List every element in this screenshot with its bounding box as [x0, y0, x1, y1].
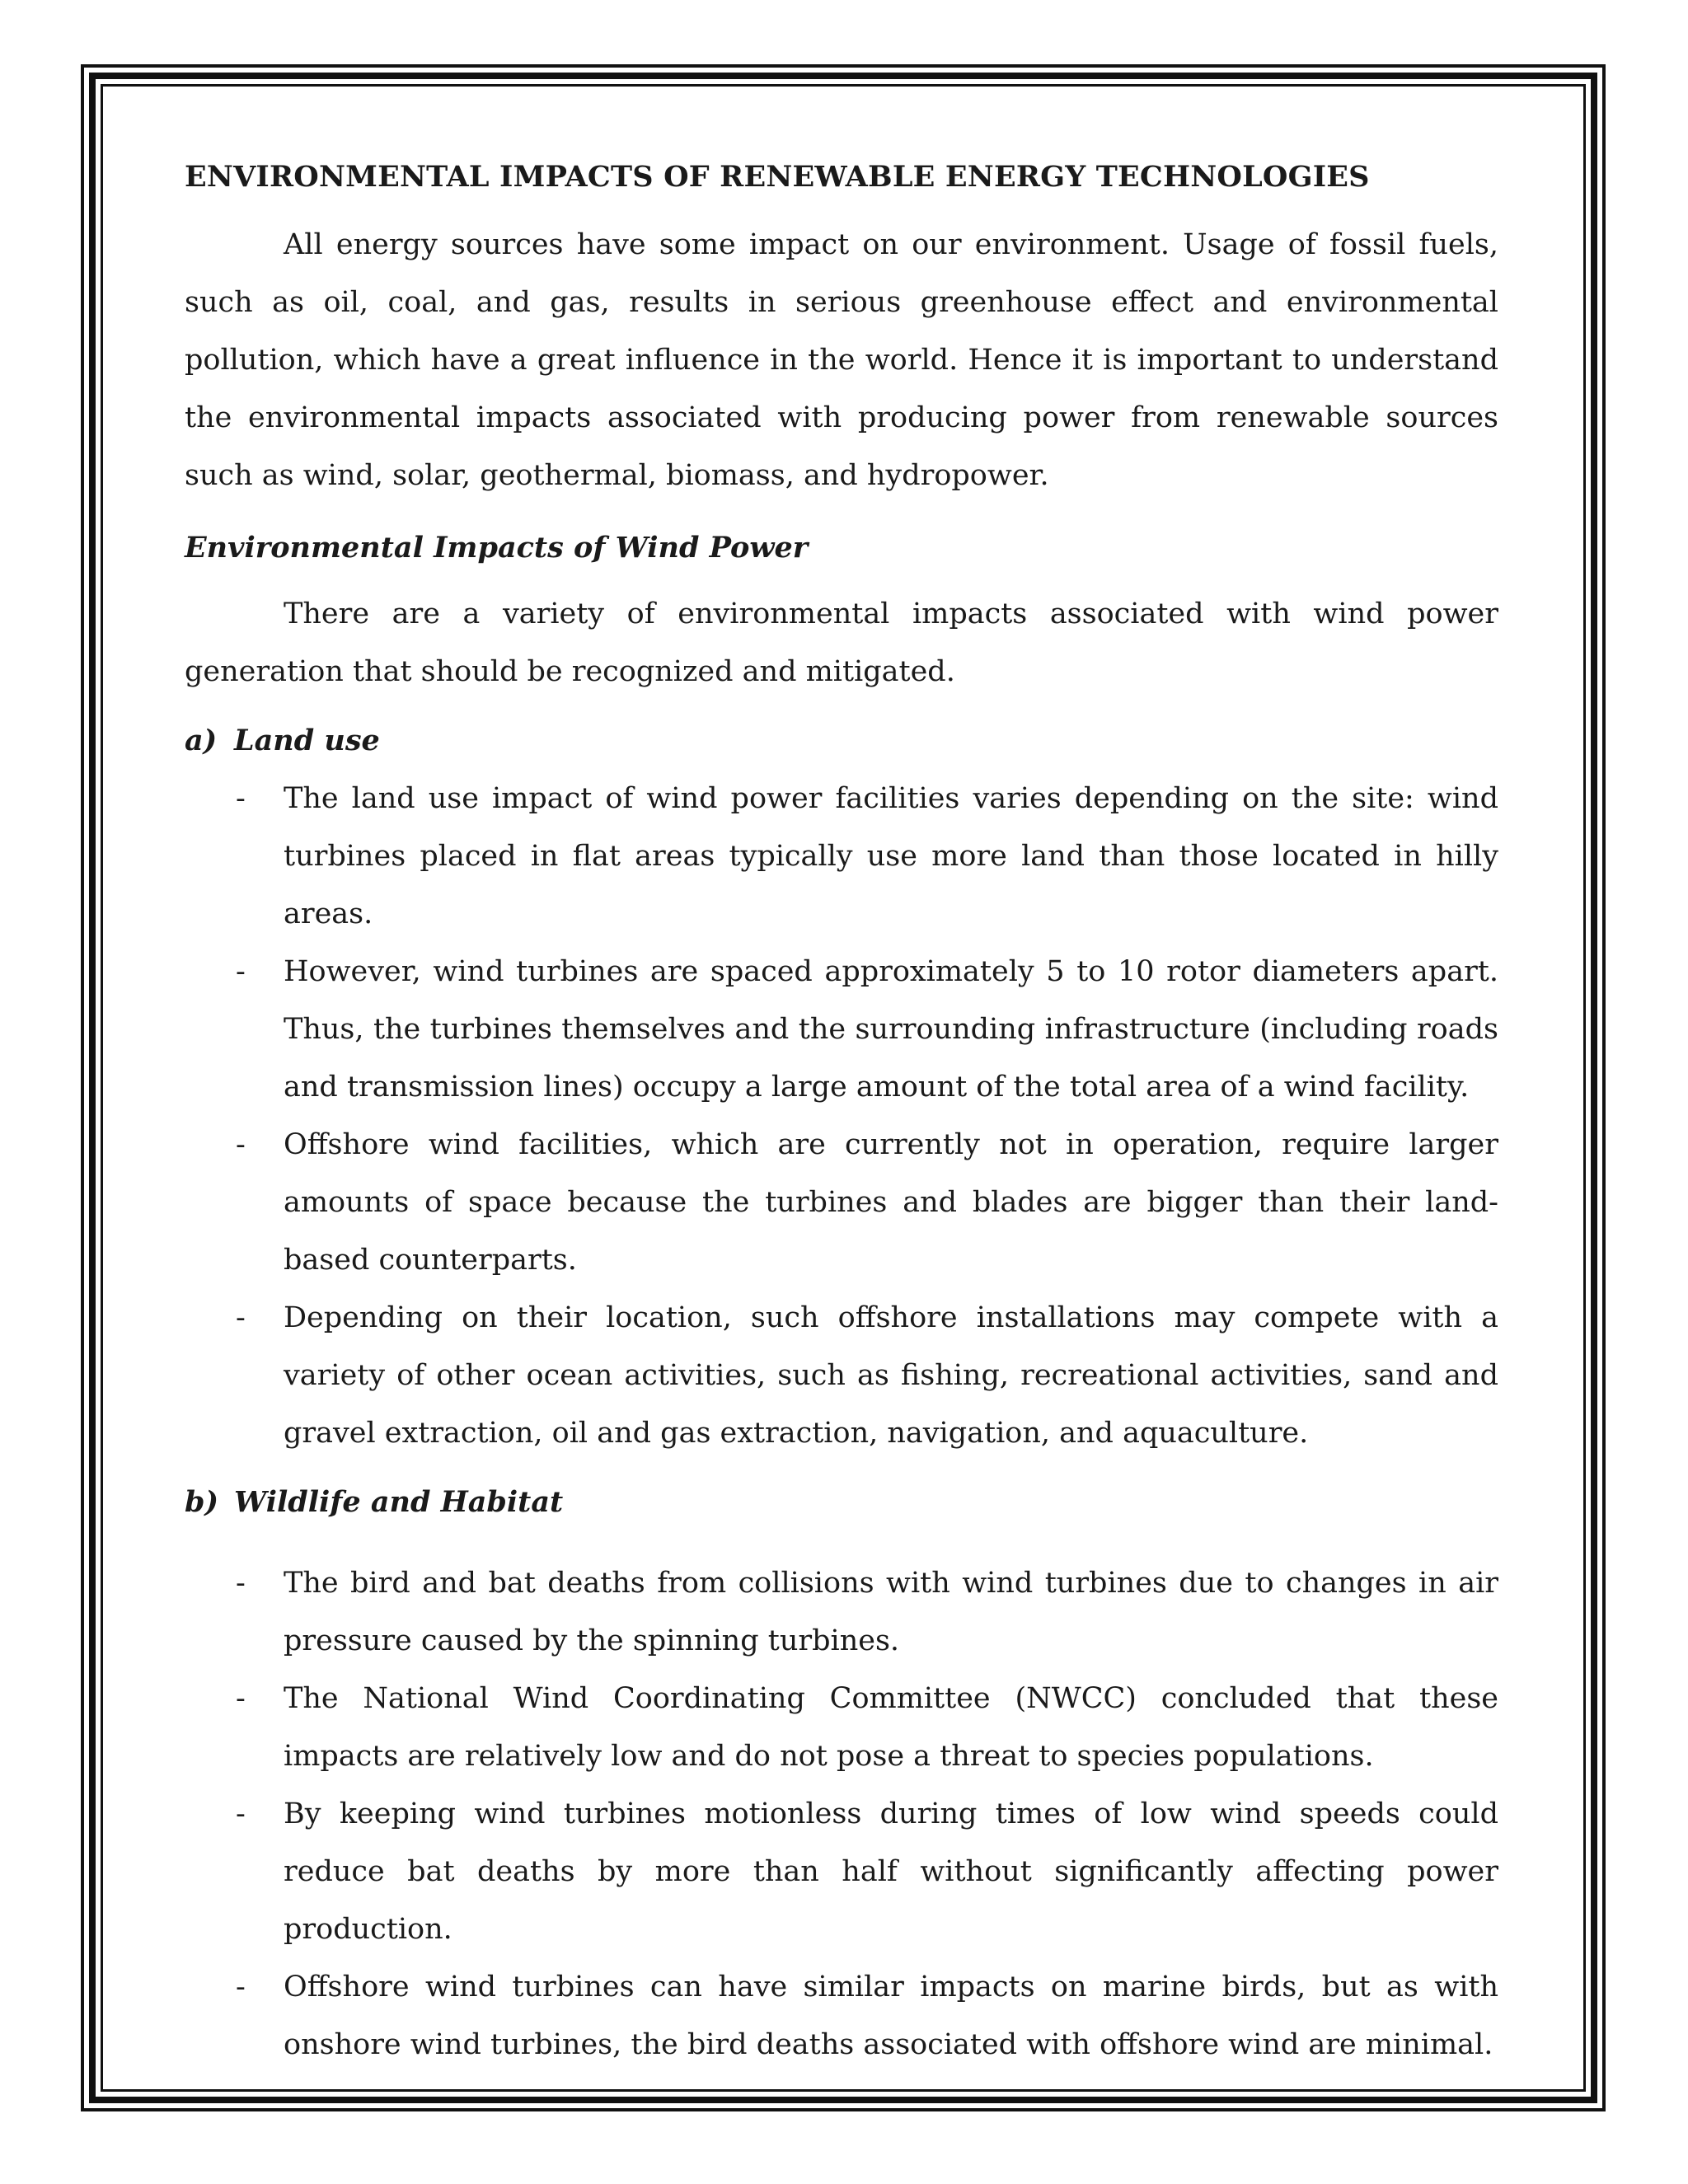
dash-bullet: - [236, 1797, 246, 1830]
dash-bullet: - [236, 1128, 246, 1161]
wind-intro-paragraph: There are a variety of environmental impacts associated with wind power generation that should be recognized and mitigated. [185, 598, 1498, 688]
list-item [185, 1116, 1498, 1289]
section-heading-wildlife-habitat [185, 1482, 1498, 1523]
list-item-text: However, wind turbines are spaced approximately 5 to 10 rotor diameters apart. Thus, the turbines themselves and the surrounding infrastructure (including roads and transmission lines) occupy a large amount of the total area of a wind facility. [284, 955, 1498, 1104]
list-item [185, 770, 1498, 943]
wildlife-list [185, 1554, 1498, 2074]
spacer [185, 1531, 1498, 1554]
dash-bullet: - [236, 1567, 246, 1600]
land-use-list [185, 770, 1498, 1462]
list-item [185, 1289, 1498, 1462]
dash-bullet: - [236, 955, 246, 988]
dash-bullet: - [236, 1682, 246, 1715]
list-item-text: Offshore wind facilities, which are currently not in operation, require larger amounts of space because the turbines and blades are bigger than their land-based counterparts. [284, 1128, 1498, 1277]
section-title: Land use [234, 724, 380, 757]
list-item [185, 1670, 1498, 1785]
list-item-text: The land use impact of wind power facilities varies depending on the site: wind turbines placed in flat areas typically use more land than those located in hilly areas. [284, 782, 1498, 930]
list-item [185, 1554, 1498, 1670]
list-item-text: The bird and bat deaths from collisions with wind turbines due to changes in air pressure caused by the spinning turbines. [284, 1567, 1498, 1657]
dash-bullet: - [236, 782, 246, 815]
list-item [185, 1958, 1498, 2074]
list-item-text: Offshore wind turbines can have similar impacts on marine birds, but as with onshore wind turbines, the bird deaths associated with offshore wind are minimal. [284, 1971, 1498, 2061]
list-item [185, 943, 1498, 1116]
document-title: ENVIRONMENTAL IMPACTS OF RENEWABLE ENERGY TECHNOLOGIES [185, 160, 1370, 194]
wind-power-heading: Environmental Impacts of Wind Power [185, 531, 809, 565]
document-body [185, 157, 1498, 2074]
intro-paragraph: All energy sources have some impact on our environment. Usage of fossil fuels, such as oil, coal, and gas, results in serious greenhouse effect and environmental pollution, which have a great influence in the world. Hence it is important to understand the environmental impacts associated with producing power from renewable sources such as wind, solar, geothermal, biomass, and hydropower. [185, 228, 1498, 492]
dash-bullet: - [236, 1971, 246, 2004]
section-letter: b) [185, 1485, 219, 1519]
section-title: Wildlife and Habitat [234, 1485, 564, 1519]
section-letter: a) [185, 724, 218, 757]
list-item-text: The National Wind Coordinating Committee (NWCC) concluded that these impacts are relatively low and do not pose a threat to species populations. [284, 1682, 1498, 1773]
dash-bullet: - [236, 1301, 246, 1334]
list-item-text: Depending on their location, such offshore installations may compete with a variety of other ocean activities, such as fishing, recreational activities, sand and gravel extraction, oil and gas extraction, navigation, and aquaculture. [284, 1301, 1498, 1450]
section-heading-land-use [185, 720, 1498, 762]
list-item-text: By keeping wind turbines motionless during times of low wind speeds could reduce bat deaths by more than half without significantly affecting power production. [284, 1797, 1498, 1946]
list-item [185, 1785, 1498, 1958]
